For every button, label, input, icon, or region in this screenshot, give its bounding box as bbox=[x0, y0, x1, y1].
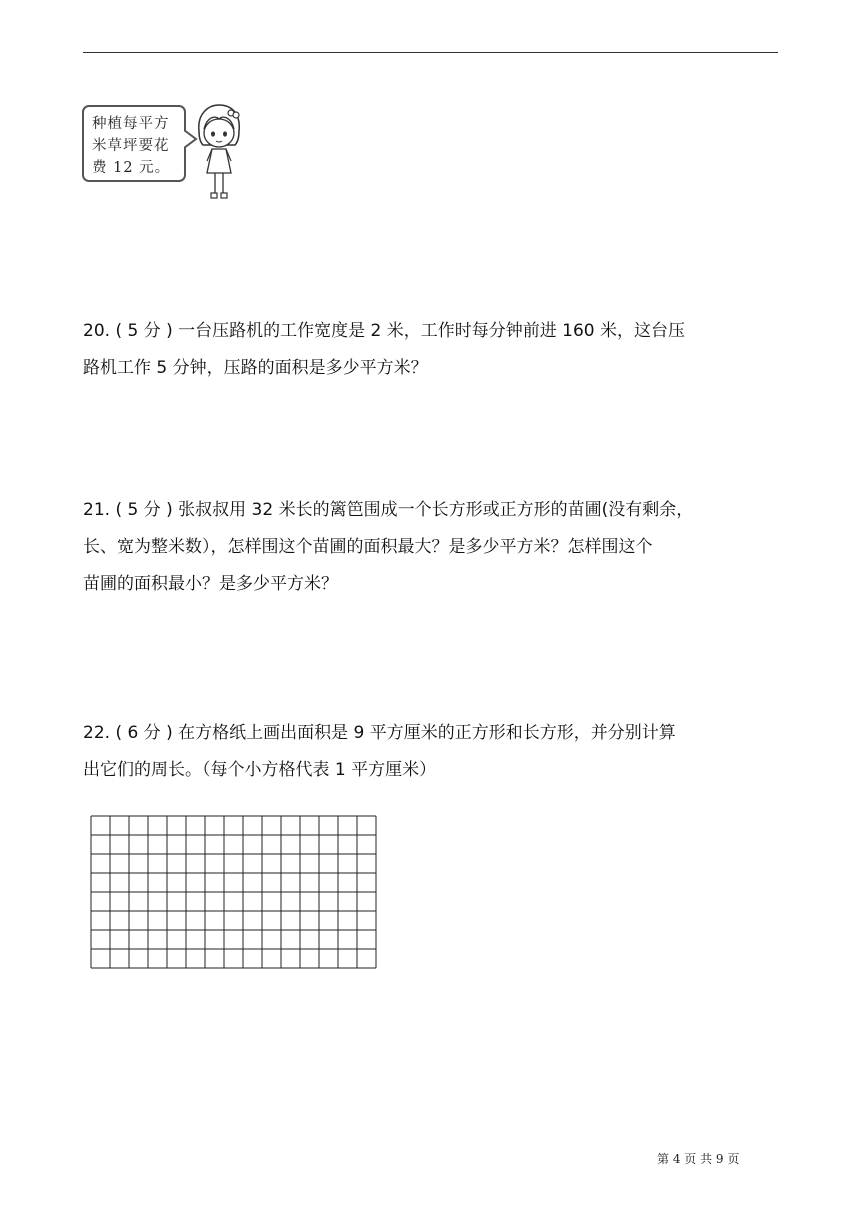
question-line: 21. ( 5 分 ) 张叔叔用 32 米长的篱笆围成一个长方形或正方形的苗圃(没有剩余， bbox=[83, 500, 694, 520]
page-number: 第 4 页 共 9 页 bbox=[657, 1152, 740, 1166]
question-21 bbox=[83, 492, 783, 603]
bubble-line: 费 12 元。 bbox=[92, 160, 171, 176]
speech-bubble bbox=[82, 105, 186, 182]
bubble-line: 种植每平方 bbox=[92, 116, 170, 132]
square-grid-paper[interactable] bbox=[90, 815, 380, 971]
question-22 bbox=[83, 715, 783, 789]
question-line: 20. ( 5 分 ) 一台压路机的工作宽度是 2 米，工作时每分钟前进 160 米，这台压 bbox=[83, 321, 686, 341]
bubble-line: 米草坪要花 bbox=[92, 138, 170, 154]
question-line: 22. ( 6 分 ) 在方格纸上画出面积是 9 平方厘米的正方形和长方形，并分别计算 bbox=[83, 723, 676, 743]
question-line: 路机工作 5 分钟，压路的面积是多少平方米？ bbox=[83, 358, 428, 378]
question-line: 出它们的周长。（每个小方格代表 1 平方厘米） bbox=[83, 760, 437, 780]
header-rule bbox=[83, 52, 778, 53]
question-line: 苗圃的面积最小？是多少平方米？ bbox=[83, 574, 338, 594]
question-20 bbox=[83, 313, 783, 387]
question-line: 长、宽为整米数），怎样围这个苗圃的面积最大？是多少平方米？怎样围这个 bbox=[83, 537, 653, 557]
girl-illustration bbox=[193, 103, 245, 203]
